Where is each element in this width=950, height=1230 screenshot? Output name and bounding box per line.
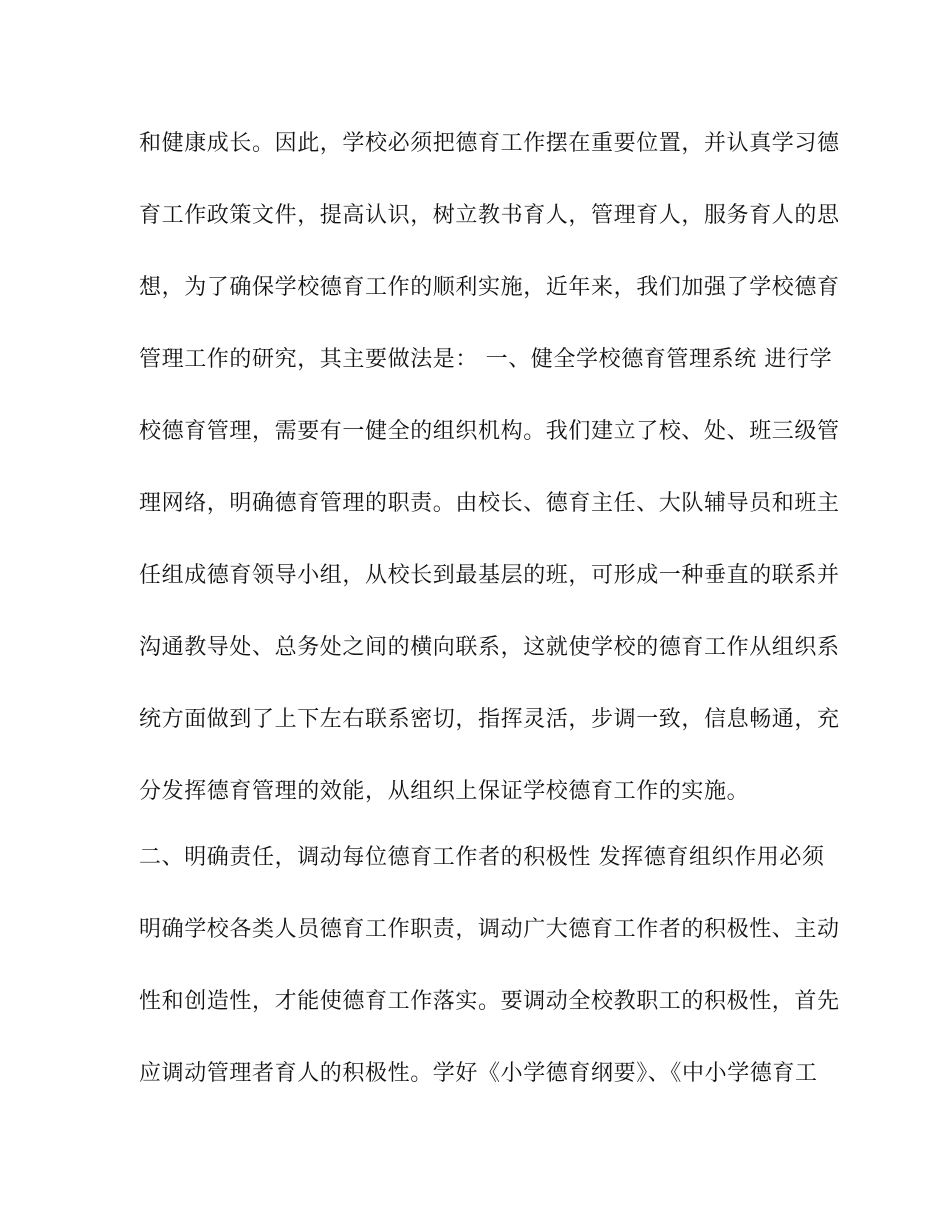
text-line-8: 沟通教导处、总务处之间的横向联系，这就使学校的德育工作从组织系: [139, 635, 840, 660]
text-line-5: 校德育管理，需要有一健全的组织机构。我们建立了校、处、班三级管: [139, 419, 840, 444]
text-line-13: 性和创造性，才能使德育工作落实。要调动全校教职工的积极性，首先: [139, 989, 840, 1014]
text-line-10: 分发挥德育管理的效能，从组织上保证学校德育工作的实施。: [139, 779, 750, 804]
text-line-9: 统方面做到了上下左右联系密切，指挥灵活，步调一致，信息畅通，充: [139, 707, 840, 732]
text-line-4: 管理工作的研究，其主要做法是： 一、健全学校德育管理系统 进行学: [139, 347, 833, 372]
text-line-7: 任组成德育领导小组，从校长到最基层的班，可形成一种垂直的联系并: [139, 563, 840, 588]
text-line-3: 想，为了确保学校德育工作的顺利实施，近年来，我们加强了学校德育: [139, 275, 840, 300]
text-line-14: 应调动管理者育人的积极性。学好《小学德育纲要》、《中小学德育工: [139, 1061, 818, 1086]
text-line-6: 理网络，明确德育管理的职责。由校长、德育主任、大队辅导员和班主: [139, 491, 840, 516]
text-line-2: 育工作政策文件，提高认识，树立教书育人，管理育人，服务育人的思: [139, 203, 840, 228]
text-line-11: 二、明确责任，调动每位德育工作者的积极性 发挥德育组织作用必须: [139, 845, 825, 870]
text-line-12: 明确学校各类人员德育工作职责，调动广大德育工作者的积极性、主动: [139, 917, 840, 942]
text-line-1: 和健康成长。因此，学校必须把德育工作摆在重要位置，并认真学习德: [139, 131, 840, 156]
